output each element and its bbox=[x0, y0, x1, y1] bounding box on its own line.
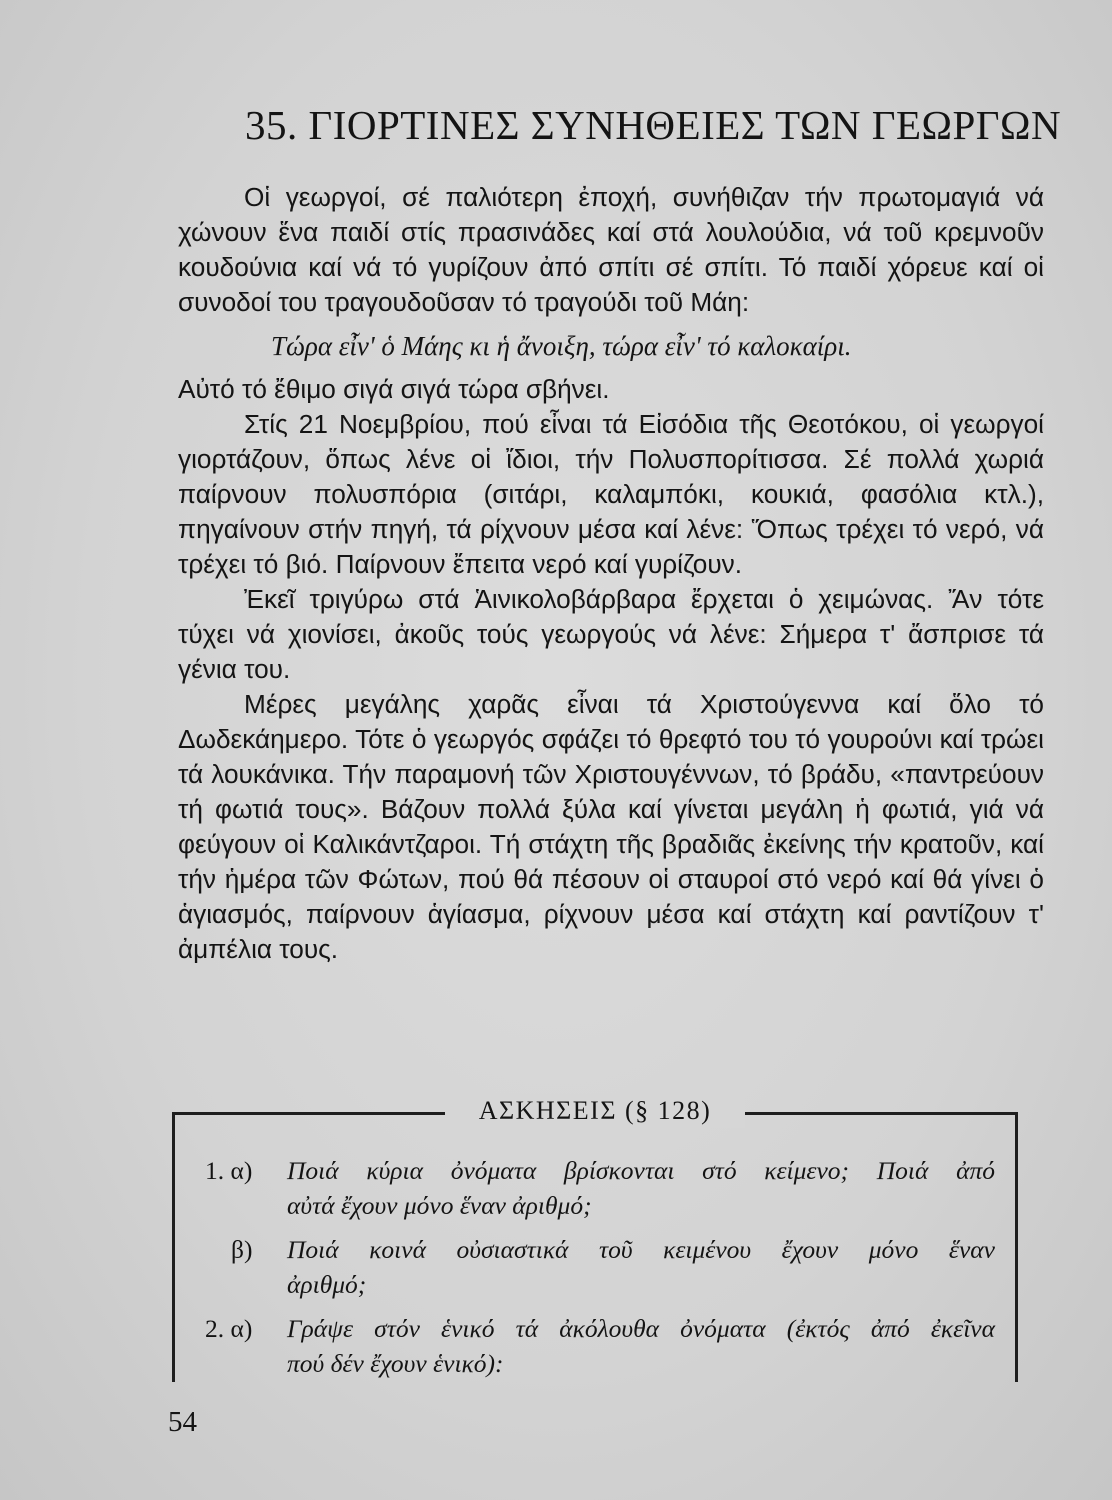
chapter-title: 35. ΓΙΟΡΤΙΝΕΣ ΣΥΝΗΘΕΙΕΣ ΤΩΝ ΓΕΩΡΓΩΝ bbox=[245, 102, 1062, 148]
exercise-question-line: αὐτά ἔχουν μόνο ἕναν ἀριθμό; bbox=[287, 1191, 592, 1220]
exercise-item bbox=[205, 1311, 995, 1381]
paragraph-polysporitissa: Στίς 21 Νοεμβρίου, πού εἶναι τά Εἰσόδια τῆς Θεοτόκου, οἱ γεωργοί γιορτάζουν, ὅπως λένε οἱ ἴδιοι, τήν Πολυσπορίτισσα. Σέ πολλά χωριά παίρνουν πολυσπόρια (σιτάρι, καλαμπόκι, κουκιά, φασόλια κτλ.), πηγαίνουν στήν πηγή, τά ρίχνουν μέσα καί λένε: Ὅπως τρέχει τό νερό, νά τρέχει τό βιό. Παίρνουν ἔπειτα νερό καί γυρίζουν. bbox=[178, 409, 1044, 579]
exercise-item bbox=[205, 1232, 995, 1302]
exercises-box bbox=[172, 1096, 1018, 1382]
exercise-number: 2. α) bbox=[205, 1314, 253, 1343]
exercise-item bbox=[205, 1153, 995, 1223]
exercise-list bbox=[205, 1153, 995, 1390]
exercise-number: 1. α) bbox=[205, 1156, 253, 1185]
exercise-question-line: πού δέν ἔχουν ἑνικό): bbox=[287, 1349, 504, 1378]
exercise-question-line: Ποιά κοινά οὐσιαστικά τοῦ κειμένου ἔχουν μόνο ἕναν bbox=[287, 1235, 995, 1264]
paragraph-custom-fading: Αὐτό τό ἔθιμο σιγά σιγά τώρα σβήνει. bbox=[178, 374, 610, 404]
chapter-body bbox=[178, 180, 1044, 967]
exercise-question-line: ἀριθμό; bbox=[287, 1270, 367, 1299]
paragraph-winter: Ἐκεῖ τριγύρω στά Ἁινικολοβάρβαρα ἔρχεται ὁ χειμώνας. Ἄν τότε τύχει νά χιονίσει, ἀκοῦς τούς γεωργούς νά λένε: Σήμερα τ' ἄσπρισε τά γένια του. bbox=[178, 584, 1044, 684]
page-number: 54 bbox=[168, 1406, 197, 1438]
exercises-header: ΑΣΚΗΣΕΙΣ (§ 128) bbox=[445, 1094, 745, 1128]
paragraph-may-day: Οἱ γεωργοί, σέ παλιότερη ἐποχή, συνήθιζαν τήν πρωτομαγιά νά χώνουν ἕνα παιδί στίς πρασινάδες καί στά λουλούδια, νά τοῦ κρεμνοῦν κουδούνια καί νά τό γυρίζουν ἀπό σπίτι σέ σπίτι. Τό παιδί χόρευε καί οἱ συνοδοί του τραγουδοῦσαν τό τραγούδι τοῦ Μάη: bbox=[178, 182, 1044, 317]
exercise-question-line: Ποιά κύρια ὀνόματα βρίσκονται στό κείμενο; Ποιά ἀπό bbox=[287, 1156, 995, 1185]
exercise-number: β) bbox=[231, 1235, 253, 1264]
exercise-question-line: Γράψε στόν ἑνικό τά ἀκόλουθα ὀνόματα (ἐκτός ἀπό ἐκεῖνα bbox=[287, 1314, 995, 1343]
paragraph-christmas: Μέρες μεγάλης χαρᾶς εἶναι τά Χριστούγεννα καί ὅλο τό Δωδεκάημερο. Τότε ὁ γεωργός σφάζει τό θρεφτό του τό γουρούνι καί τρώει τά λουκάνικα. Τήν παραμονή τῶν Χριστουγέννων, τό βράδυ, «παντρεύουν τή φωτιά τους». Βάζουν πολλά ξύλα καί γίνεται μεγάλη ἡ φωτιά, γιά νά φεύγουν οἱ Καλικάντζαροι. Τή στάχτη τῆς βραδιᾶς ἐκείνης τήν κρατοῦν, καί τήν ἡμέρα τῶν Φώτων, πού θά πέσουν οἱ σταυροί στό νερό καί θά γίνει ὁ ἁγιασμός, παίρνουν ἁγίασμα, ρίχνουν μέσα καί στάχτη καί ραντίζουν τ' ἀμπέλια τους. bbox=[178, 689, 1044, 964]
may-song-verse: Τώρα εἶν' ὁ Μάης κι ἡ ἄνοιξη, τώρα εἶν' τό καλοκαίρι. bbox=[271, 331, 852, 361]
